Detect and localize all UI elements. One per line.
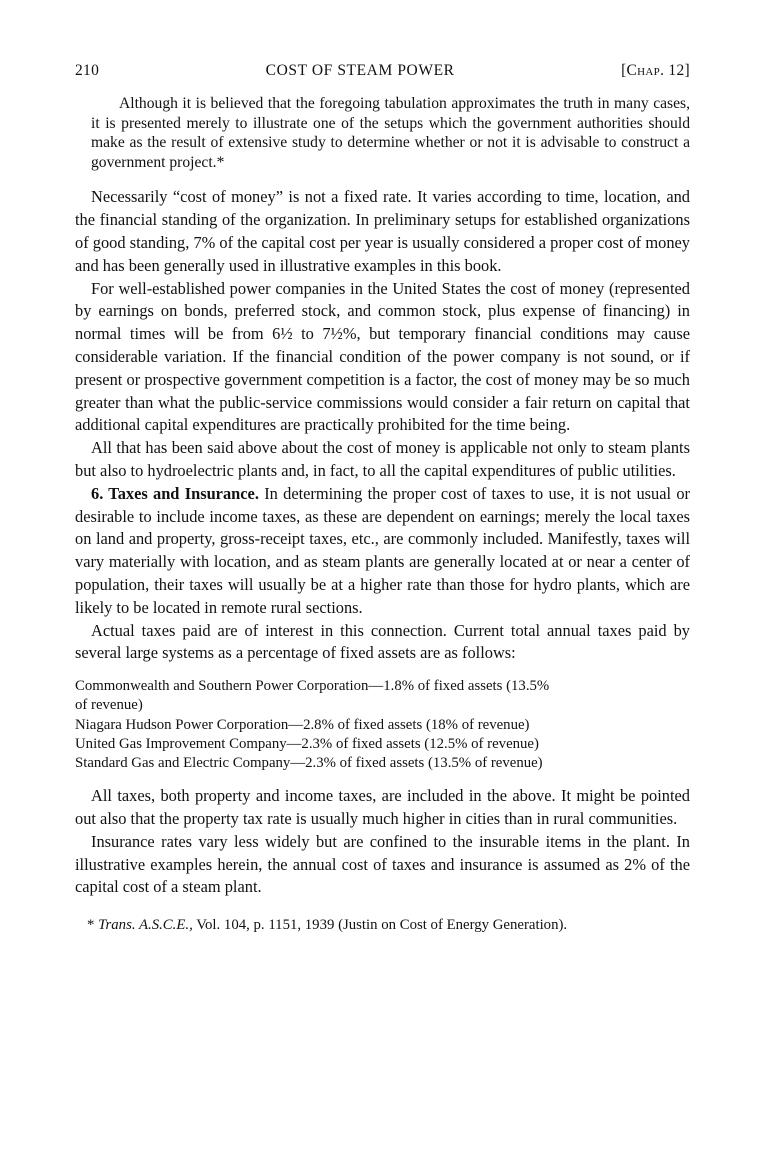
tax-list-item — [75, 677, 690, 715]
paragraph-all-taxes: All taxes, both property and income taxes, are included in the above. It might be pointed out also that the property tax rate is usually much higher in cities than in rural communities. — [75, 786, 690, 828]
paragraph-actual-taxes: Actual taxes paid are of interest in this connection. Current total annual taxes paid by several large systems as a percentage of fixed assets are as follows: — [75, 620, 690, 663]
tax-item-text: Standard Gas and Electric Company—2.3% of fixed assets (13.5% of revenue) — [75, 754, 543, 771]
paragraph-taxes-insurance — [75, 483, 690, 620]
footnote-marker: * — [87, 917, 95, 934]
tax-item-text: Commonwealth and Southern Power Corporation—1.8% of fixed assets (13.5% — [75, 678, 550, 695]
running-head — [75, 62, 690, 88]
tax-item-continuation: of revenue) — [75, 697, 143, 714]
tax-list — [75, 677, 690, 773]
footnote-details: Vol. 104, p. 1151, 1939 (Justin on Cost of Energy Generation). — [196, 917, 568, 934]
footnote-source: Trans. A.S.C.E., — [98, 917, 193, 934]
tax-item-text: Niagara Hudson Power Corporation—2.8% of fixed assets (18% of revenue) — [75, 716, 530, 733]
tax-item-text: United Gas Improvement Company—2.3% of fixed assets (12.5% of revenue) — [75, 735, 539, 752]
tax-list-item — [75, 754, 690, 773]
quoted-paragraph: Although it is believed that the foregoing tabulation approximates the truth in many cases, it is presented merely to illustrate one of the setups which the government authorities should make as the result of extensive study to determine whether or not it is advisable to construct a government project.* — [91, 95, 690, 171]
paragraph-applicability: All that has been said above about the cost of money is applicable not only to steam plants but also to hydroelectric plants and, in fact, to all the capital expenditures of public utilities. — [75, 438, 690, 480]
running-title: COST OF STEAM POWER — [265, 62, 455, 79]
page-number: 210 — [75, 62, 100, 79]
paragraph-insurance: Insurance rates vary less widely but are confined to the insurable items in the plant. In illustrative examples herein, the annual cost of taxes and insurance is assumed as 2% of the capital cost of a steam plant. — [75, 831, 690, 897]
section-heading: 6. Taxes and Insurance. — [91, 483, 259, 503]
footnote — [75, 915, 690, 935]
chapter-label: [Chap. 12] — [621, 62, 690, 79]
paragraph-power-companies: For well-established power companies in the United States the cost of money (represented by earnings on bonds, preferred stock, and common stock, plus expense of financing) in normal times will be from 6½ to 7½%, but temporary financial conditions may cause considerable variation. If the financial condition of the power company is not sound, or if present or prospective government competition is a factor, the cost of money may be so much greater than what the public-service commissions would consider a fair return on capital that additional capital expenditures are practically prohibited for the time being. — [75, 278, 690, 435]
section-body: In determining the proper cost of taxes to use, it is not usual or desirable to include income taxes, as these are dependent on earnings; merely the local taxes on land and property, gross-receipt taxes, etc., are commonly included. Manifestly, taxes will vary materially with location, and as steam plants are generally located at or near a center of population, their taxes will usually be at a higher rate than those for hydro plants, which are likely to be located in remote rural sections. — [75, 483, 690, 617]
book-page — [75, 62, 690, 935]
tax-list-item — [75, 716, 690, 735]
paragraph-cost-of-money: Necessarily “cost of money” is not a fixed rate. It varies according to time, location, and the financial standing of the organization. In preliminary setups for established organizations of good standing, 7% of the capital cost per year is usually considered a proper cost of money and has been generally used in illustrative examples in this book. — [75, 187, 690, 275]
tax-list-item — [75, 735, 690, 754]
